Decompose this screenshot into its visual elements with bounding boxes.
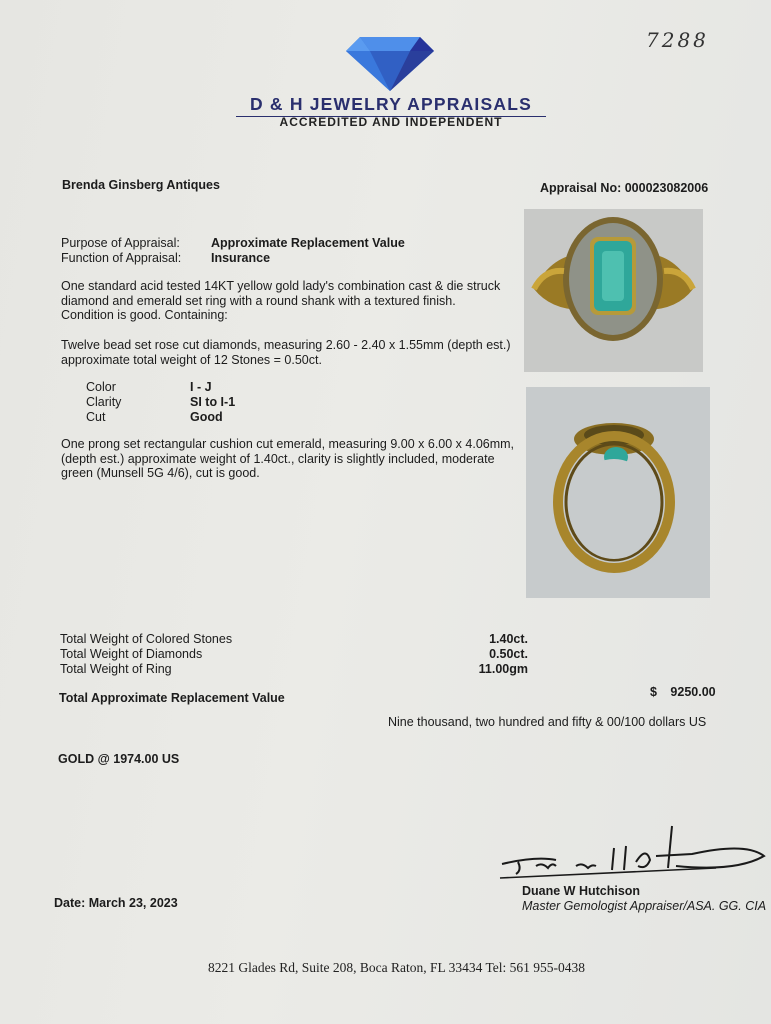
- purpose-row: [61, 236, 405, 251]
- diamonds-description: Twelve bead set rose cut diamonds, measuring 2.60 - 2.40 x 1.55mm (depth est.) approximate total weight of 12 Stones = 0.50ct.: [61, 338, 511, 367]
- appraiser-title: Master Gemologist Appraiser/ASA. GG. CIA: [522, 899, 767, 913]
- signature-icon: [496, 822, 771, 882]
- weight-totals-values: [430, 632, 528, 677]
- appraisal-number: Appraisal No: 000023082006: [540, 181, 709, 195]
- spec-row-clarity: [86, 395, 235, 410]
- function-label: Function of Appraisal:: [61, 250, 182, 265]
- purpose-label: Purpose of Appraisal:: [61, 236, 180, 250]
- company-name: D & H JEWELRY APPRAISALS: [236, 94, 546, 117]
- appraiser-name: Duane W Hutchison: [522, 884, 641, 898]
- company-address: 8221 Glades Rd, Suite 208, Boca Raton, FL 33434 Tel: 561 955-0438: [208, 960, 586, 975]
- spec-row-cut: [86, 410, 235, 425]
- total-ring-label: Total Weight of Ring: [60, 662, 172, 676]
- item-description: One standard acid tested 14KT yellow gold lady's combination cast & die struck diamond and emerald set ring with a round shank with a textured finish. Condition is good. Containing:: [61, 279, 501, 322]
- replacement-value-label: Total Approximate Replacement Value: [59, 691, 285, 705]
- spec-value: SI to I-1: [190, 395, 236, 409]
- client-name: Brenda Ginsberg Antiques: [62, 178, 220, 192]
- company-tagline: ACCREDITED AND INDEPENDENT: [279, 115, 503, 129]
- weight-totals-labels: [60, 632, 232, 677]
- appraisal-date: Date: March 23, 2023: [54, 896, 178, 910]
- diamond-logo-icon: [346, 35, 434, 91]
- replacement-value-amount: $ 9250.00: [650, 685, 716, 699]
- handwritten-reference-number: 7288: [646, 28, 709, 52]
- appraisal-purpose-block: [61, 236, 405, 265]
- total-colored-stones-label: Total Weight of Colored Stones: [60, 632, 233, 646]
- total-diamonds-label: Total Weight of Diamonds: [60, 647, 203, 661]
- total-ring-value: 11.00gm: [478, 662, 528, 676]
- spec-label: Cut: [86, 410, 106, 424]
- total-colored-stones-value: 1.40ct.: [489, 632, 528, 646]
- diamond-specs: [86, 380, 235, 425]
- spec-label: Color: [86, 380, 116, 394]
- spec-value: Good: [190, 410, 223, 424]
- ring-side-view-photo: [526, 387, 710, 598]
- gold-price: GOLD @ 1974.00 US: [58, 752, 180, 766]
- spec-row-color: [86, 380, 235, 395]
- function-value: Insurance: [211, 250, 271, 265]
- emerald-description: One prong set rectangular cushion cut emerald, measuring 9.00 x 6.00 x 4.06mm, (depth est.) approximate weight of 1.40ct., clarity is slightly included, moderate green (Munsell 5G 4/6), cut is good.: [61, 437, 515, 480]
- spec-label: Clarity: [86, 395, 122, 409]
- replacement-value-words: Nine thousand, two hundred and fifty & 00/100 dollars US: [388, 715, 707, 729]
- total-diamonds-value: 0.50ct.: [489, 647, 528, 661]
- spec-value: I - J: [190, 380, 212, 394]
- purpose-value: Approximate Replacement Value: [211, 236, 405, 250]
- ring-top-view-photo: [524, 209, 703, 372]
- function-row: [61, 251, 405, 266]
